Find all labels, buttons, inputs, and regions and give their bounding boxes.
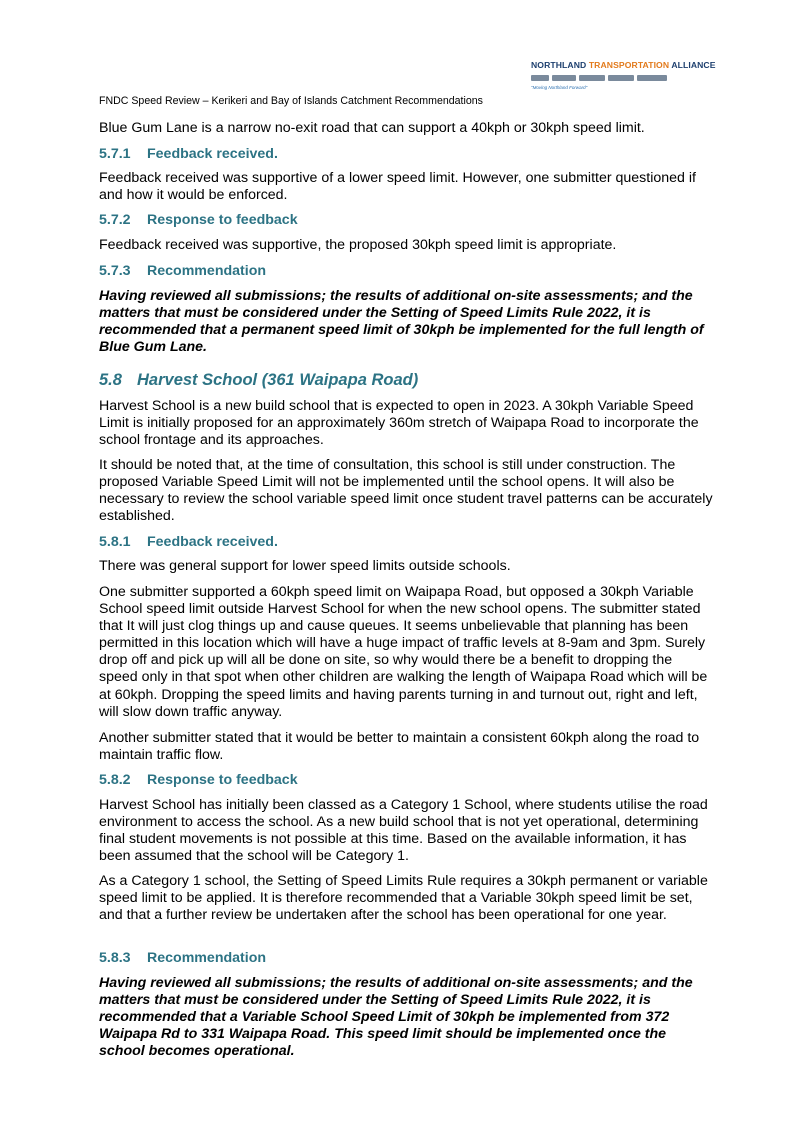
paragraph-5-8-2-a: Harvest School has initially been classed as a Category 1 School, where students utilise the road environment to access the school. As a new build school that is not yet operational, determining final student movements is not possible at this time. Based on the available information, it has been assumed that the school will be Category 1. xyxy=(99,797,708,865)
paragraph-5-8-1-a: There was general support for lower speed limits outside schools. xyxy=(99,558,511,574)
paragraph-5-8-2: It should be noted that, at the time of consultation, this school is still under construction. The proposed Variable Speed Limit will not be implemented until the school opens. It will also be necessary to review the school variable speed limit once student travel patterns can be accurately established. xyxy=(99,457,713,525)
northland-transportation-alliance-logo xyxy=(531,60,716,94)
paragraph-5-8-1-b: One submitter supported a 60kph speed limit on Waipapa Road, but opposed a 30kph Variable School speed limit outside Harvest School for when the new school opens. The submitter stated that It will just clog things up and cause queues. It seems unbelievable that planning has been permitted in this location which will have a huge impact of traffic levels at 8-9am and 3pm. Surely drop off and pick up will all be done on site, so why would there be a benefit to dropping the speed only in that spot when other children are walking the length of Waipapa Road which will be at 60kph. Dropping the speed limits and having parents turning in and turnout out, right and left, will slow down traffic anyway. xyxy=(99,584,708,720)
partner-logos xyxy=(531,73,703,83)
recommendation-5-7-3: Having reviewed all submissions; the results of additional on-site assessments; and the matters that must be considered under the Setting of Speed Limits Rule 2022, it is recommended that a permanent speed limit of 30kph be implemented for the full length of Blue Gum Lane. xyxy=(99,288,704,356)
heading-5-8-3: 5.8.3 Recommendation xyxy=(99,950,267,966)
heading-5-7-3: 5.7.3 Recommendation xyxy=(99,263,267,279)
partner-logo-icon xyxy=(608,75,634,81)
logo-tagline: "Moving Northland Forward" xyxy=(531,85,588,90)
paragraph-5-7-2: Feedback received was supportive, the proposed 30kph speed limit is appropriate. xyxy=(99,237,617,253)
heading-5-8-1: 5.8.1 Feedback received. xyxy=(99,534,278,550)
recommendation-5-8-3: Having reviewed all submissions; the results of additional on-site assessments; and the matters that must be considered under the Setting of Speed Limits Rule 2022, it is recommended that a Variable School Speed Limit of 30kph be implemented from 372 Waipapa Rd to 331 Waipapa Road. This speed limit should be implemented once the school becomes operational. xyxy=(99,975,693,1060)
paragraph-5-8-1-c: Another submitter stated that it would be better to maintain a consistent 60kph along the road to maintain traffic flow. xyxy=(99,730,700,764)
partner-logo-icon xyxy=(552,75,576,81)
paragraph-5-7-1: Feedback received was supportive of a lower speed limit. However, one submitter questioned if and how it would be enforced. xyxy=(99,170,696,204)
heading-5-8: 5.8 Harvest School (361 Waipapa Road) xyxy=(99,371,419,389)
partner-logo-icon xyxy=(531,75,549,81)
paragraph-5-8-2-b: As a Category 1 school, the Setting of Speed Limits Rule requires a 30kph permanent or variable speed limit to be applied. It is therefore recommended that a Variable 30kph speed limit be set, and that a further review be undertaken after the school has been operational for one year. xyxy=(99,873,708,924)
paragraph-5-8-1: Harvest School is a new build school that is expected to open in 2023. A 30kph Variable Speed Limit is initially proposed for an approximately 360m stretch of Waipapa Road to incorporate the school frontage and its approaches. xyxy=(99,398,699,449)
partner-logo-icon xyxy=(637,75,667,81)
heading-5-7-2: 5.7.2 Response to feedback xyxy=(99,212,298,228)
logo-title: NORTHLAND TRANSPORTATION ALLIANCE xyxy=(531,60,716,70)
heading-5-8-2: 5.8.2 Response to feedback xyxy=(99,772,298,788)
intro-paragraph: Blue Gum Lane is a narrow no-exit road that can support a 40kph or 30kph speed limit. xyxy=(99,120,645,136)
partner-logo-icon xyxy=(579,75,605,81)
running-header: FNDC Speed Review – Kerikeri and Bay of Islands Catchment Recommendations xyxy=(99,95,483,107)
heading-5-7-1: 5.7.1 Feedback received. xyxy=(99,146,278,162)
